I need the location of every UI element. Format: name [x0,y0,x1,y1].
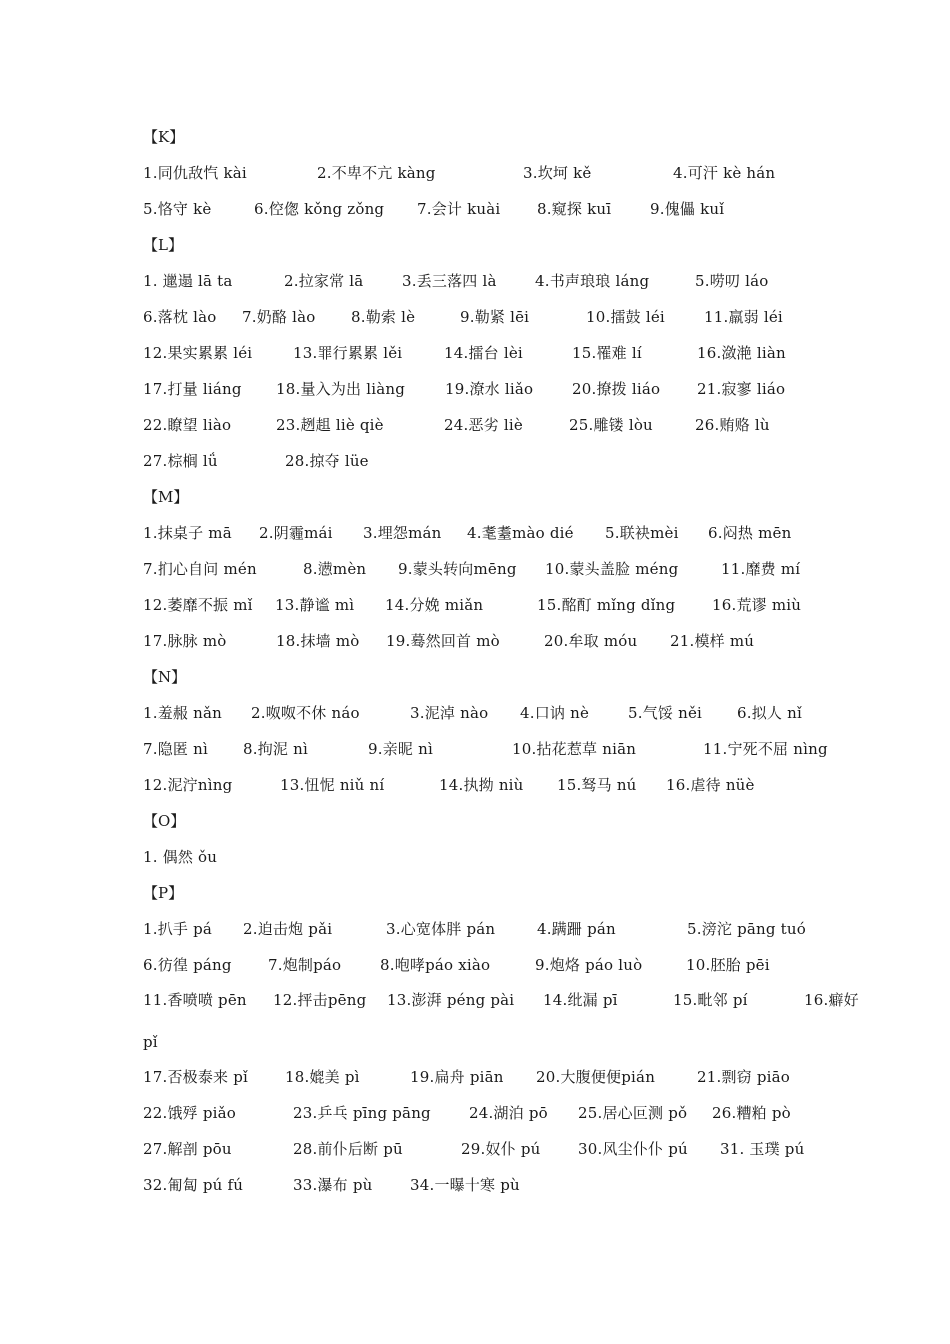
entry-row [0,593,950,617]
entry-row [0,341,950,365]
entry: 7.隐匿 nì [143,740,208,758]
section-heading-l [0,233,950,257]
entry: 4.口讷 nè [520,704,590,722]
entry: 24.恶劣 liè [444,416,523,434]
entry: 17.否极泰来 pǐ [143,1068,249,1086]
entry: 20.撩拨 liáo [572,380,661,398]
entry: 11.羸弱 léi [704,308,783,326]
entry: 12.抨击pēng [273,991,367,1009]
entry: 22.瞭望 liào [143,416,232,434]
entry-row [0,269,950,293]
entry: 8.拘泥 nì [243,740,308,758]
entry: 9.亲昵 nì [368,740,433,758]
entry: 24.湖泊 pō [469,1104,548,1122]
entry: 1.抹桌子 mā [143,524,232,542]
entry-row [0,1065,950,1089]
entry: 1.羞赧 nǎn [143,704,222,722]
entry: 15.毗邻 pí [673,991,748,1009]
entry: 19.潦水 liǎo [445,380,534,398]
section-letter: 【K】 [143,128,185,146]
entry: 3.丢三落四 là [402,272,497,290]
entry-row [0,773,950,797]
entry-row [0,1030,950,1054]
entry: 6.闷热 mēn [708,524,792,542]
entry: 4.可汗 kè hán [673,164,776,182]
entry: 2.拉家常 lā [284,272,364,290]
entry: 2.不卑不亢 kàng [317,164,436,182]
entry: 4.书声琅琅 láng [535,272,650,290]
entry: 21.剽窃 piāo [697,1068,790,1086]
entry: 8.懑mèn [303,560,367,578]
entry: 31. 玉璞 pú [720,1140,805,1158]
entry: 2.阴霾mái [259,524,333,542]
entry: 26.糟粕 pò [712,1104,791,1122]
section-letter: 【O】 [143,812,186,830]
entry: 34.一曝十寒 pù [410,1176,520,1194]
entry: 28.掠夺 lüe [285,452,369,470]
entry: 17.打量 liáng [143,380,242,398]
entry-row [0,629,950,653]
entry: 5.气馁 něi [628,704,703,722]
entry: 5.联袂mèi [605,524,679,542]
entry: 1. 偶然 ǒu [143,848,218,866]
entry: 33.瀑布 pù [293,1176,373,1194]
entry: 9.蒙头转向mēng [398,560,517,578]
entry: 14.擂台 lèi [444,344,523,362]
entry: 4.蹒跚 pán [537,920,616,938]
entry: 16.荒谬 miù [712,596,802,614]
entry: 25.雕镂 lòu [569,416,653,434]
entry: 3.心宽体胖 pán [386,920,496,938]
entry: 5.恪守 kè [143,200,212,218]
section-heading-n [0,665,950,689]
entry: 18.媲美 pì [285,1068,360,1086]
entry: 20.牟取 móu [544,632,638,650]
entry: 23.趔趄 liè qiè [276,416,384,434]
entry: 7.奶酪 lào [242,308,316,326]
entry: 2.呶呶不休 náo [251,704,360,722]
entry-row [0,988,950,1012]
entry: 25.居心叵测 pǒ [578,1104,688,1122]
entry: 7.扪心自问 mén [143,560,257,578]
entry-row [0,1173,950,1197]
entry: 8.咆哮páo xiào [380,956,491,974]
entry: 1. 邋遢 lā ta [143,272,233,290]
entry: 22.饿殍 piǎo [143,1104,236,1122]
entry: 9.勒紧 lēi [460,308,530,326]
entry: 12.泥泞nìng [143,776,233,794]
entry: 13.静谧 mì [275,596,355,614]
entry: 16.虐待 nüè [666,776,755,794]
entry-row [0,1137,950,1161]
entry-row [0,953,950,977]
entry: 27.解剖 pōu [143,1140,232,1158]
entry: 18.量入为出 liàng [276,380,406,398]
entry: 15.罹难 lí [572,344,642,362]
section-heading-m [0,485,950,509]
section-letter: 【L】 [143,236,183,254]
entry: 4.耄耋mào dié [467,524,574,542]
section-letter: 【M】 [143,488,189,506]
entry: 11.靡费 mí [721,560,801,578]
entry: 5.唠叨 láo [695,272,769,290]
section-letter: 【P】 [143,884,184,902]
entry: 5.滂沱 pāng tuó [687,920,806,938]
entry: 6.落枕 lào [143,308,217,326]
entry: 28.前仆后断 pū [293,1140,403,1158]
entry: 10.拈花惹草 niān [512,740,637,758]
entry-row [0,197,950,221]
entry: 13.澎湃 péng pài [387,991,515,1009]
section-heading-k [0,125,950,149]
entry: 16.癖好 [804,991,859,1009]
entry: 21.寂寥 liáo [697,380,786,398]
entry: 3.泥淖 nào [410,704,489,722]
entry: 14.分娩 miǎn [385,596,484,614]
entry: 14.执拗 niù [439,776,524,794]
entry-row [0,377,950,401]
entry-row [0,737,950,761]
entry: pǐ [143,1033,158,1051]
entry: 6.倥偬 kǒng zǒng [254,200,385,218]
entry-row [0,449,950,473]
entry: 12.萎靡不振 mǐ [143,596,253,614]
entry: 8.勒索 lè [351,308,416,326]
entry-row [0,1101,950,1125]
entry: 10.胚胎 pēi [686,956,770,974]
entry: 19.蓦然回首 mò [386,632,500,650]
entry: 15.驽马 nú [557,776,637,794]
entry: 29.奴仆 pú [461,1140,541,1158]
entry: 11.宁死不屈 nìng [703,740,828,758]
entry: 14.纰漏 pī [543,991,618,1009]
entry-row [0,305,950,329]
entry: 6.拟人 nǐ [737,704,802,722]
entry: 26.贿赂 lù [695,416,770,434]
entry: 18.抹墙 mò [276,632,360,650]
entry: 7.会计 kuài [417,200,501,218]
entry: 13.忸怩 niǔ ní [280,776,385,794]
section-heading-o [0,809,950,833]
entry: 1.扒手 pá [143,920,213,938]
entry-row [0,557,950,581]
entry: 3.坎坷 kě [523,164,592,182]
entry-row [0,161,950,185]
entry: 11.香喷喷 pēn [143,991,247,1009]
entry: 10.蒙头盖脸 méng [545,560,679,578]
entry: 9.炮烙 páo luò [535,956,643,974]
entry: 21.模样 mú [670,632,755,650]
entry-row [0,521,950,545]
entry: 10.擂鼓 léi [586,308,665,326]
entry: 19.扁舟 piān [410,1068,504,1086]
entry: 8.窥探 kuī [537,200,612,218]
entry-row [0,413,950,437]
entry: 30.风尘仆仆 pú [578,1140,688,1158]
entry: 20.大腹便便pián [536,1068,656,1086]
entry: 16.潋滟 liàn [697,344,786,362]
section-heading-p [0,881,950,905]
entry: 17.脉脉 mò [143,632,227,650]
entry: 3.埋怨mán [363,524,442,542]
entry: 27.棕榈 lǘ [143,452,218,470]
entry-row [0,917,950,941]
section-letter: 【N】 [143,668,187,686]
entry: 9.傀儡 kuǐ [650,200,725,218]
entry: 2.迫击炮 pǎi [243,920,333,938]
entry: 13.罪行累累 lěi [293,344,403,362]
entry-row [0,701,950,725]
entry: 6.彷徨 páng [143,956,232,974]
entry: 1.同仇敌忾 kài [143,164,247,182]
entry: 32.匍匐 pú fú [143,1176,244,1194]
entry: 23.乒乓 pīng pāng [293,1104,431,1122]
entry: 15.酩酊 mǐng dǐng [537,596,676,614]
entry-row [0,845,950,869]
entry: 12.果实累累 léi [143,344,253,362]
entry: 7.炮制páo [268,956,342,974]
